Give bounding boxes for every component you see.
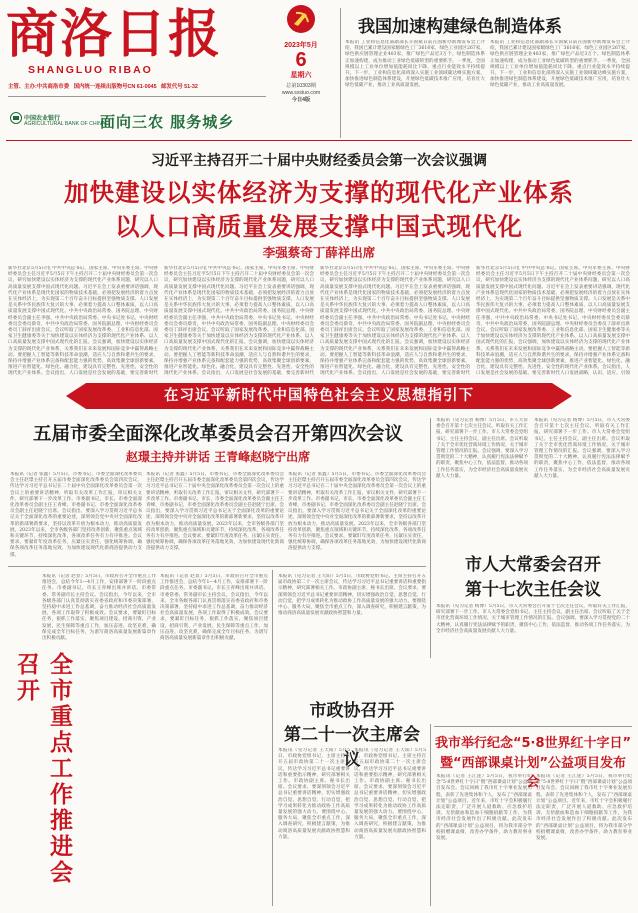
- divider: [340, 8, 341, 138]
- reform-body-col2: 本报讯（记者 张鑫）5月5日，市委书记、市委全面深化改革委员会主任赵璟主持召开五届市委全面深化改革委员会第四次会议，传达学习习近平总书记在二十届中央全面深化改革委员会第一次会议上的重要讲话精神，听取有关改革工作汇报，审议相关文件，研究部署下一步改革工作。市委副书记、市长、市委全面深化改革委员会副主任王青峰，市委副书记、市委全面深化改革委员会副主任赵晓宁出席。会议指出，要深入学习贯彻习近平总书记关于全面深化改革的重要论述，深刻领会党中央对全面深化改革的新部署新要求，坚持以改革开放为根本动力，推动高质量发展。2023年以来，全市各级各部门坚持改革创新，聚焦重点领域和关键环节，持续深化改革，各项改革任务有力有序推进。会议要求，要紧盯年度改革任务，压紧压实责任，强化统筹协调，确保各项改革任务落地见效，为加快建设现代化新商洛提供动力支撑。: [146, 472, 284, 552]
- top-right-body-col1: 本报讯 工业和信息化部副部长辛国斌日前在国新办新闻发布会上介绍，我国已累计建设国家级绿色工厂3616家，绿色工业园区267家，绿色供应链管理企业403家，推广绿色产品近3万个。绿色制造体系正加速构建，成为推动工业绿色低碳转型的重要抓手。一季度，全国规模以上工业单位增加值能耗同比下降，重点行业能效水平持续提升。下一步，工业和信息化部将深入实施工业领域碳达峰实施方案，加快推进绿色制造体系建设，开展绿色低碳技术推广应用，培育壮大绿色低碳产业，推动工业高质量发展。: [345, 40, 485, 89]
- date-year-month: 2023年5月: [284, 42, 318, 49]
- bank-ad: [10, 108, 266, 136]
- post-code-text: 邮发代号 51-32: [161, 84, 198, 90]
- sponsor-text: 主管、主办:中共商洛市委: [8, 84, 70, 90]
- page-count: 今日4版: [291, 97, 311, 103]
- website-text: www.sxsluo.com: [281, 90, 321, 96]
- reform-byline: 赵璟主持并讲话 王青峰赵晓宁出席: [125, 450, 311, 464]
- cppcc-body-col1: 本报讯（见习记者 王天阳）5月5日，市政协党组书记、主席主持召开五届市政协第二十一次主席会议，传达学习习近平总书记重要讲话和重要指示精神，研究部署相关工作。市政协副主席、秘书长出席。会议要求，要深刻领会习近平总书记重要讲话精神，切实增强政治自觉、思想自觉、行动自觉，把学习成果转化为推动政协工作高质量发展的强大动力。要围绕中心、服务大局，聚焦全市重点工作，深入调查研究，积极建言献策，为推动商洛高质量发展贡献政协智慧和力量。: [278, 748, 350, 840]
- issue-number: 总第10303期: [286, 83, 316, 89]
- meeting-body-col2: 本报讯（记者 赵显）5月5日，市政府召开全市重点工作推进会，总结今年1—4月工作，安排部署下一阶段重点任务。市委副书记、市长王青峰出席并讲话。市委常委、常务副市长主持会议。会议指出，今年以来，全市各级各部门认真贯彻落实省委省政府和市委决策部署，坚持稳中求进工作总基调，奋力推动经济社会高质量发展，各项工作取得了积极成效。会议要求，要紧盯目标任务，狠抓工作落实，聚焦项目建设、招商引资、产业发展、民生保障等重点工作，加压奋进、攻坚克难，确保完成全年目标任务，为谱写商洛高质量发展新篇章作出积极贡献。: [160, 574, 268, 642]
- divider: [434, 726, 632, 727]
- lead-body-col4: 新华社北京5月5日电 中共中央总书记、国家主席、中央军委主席、中央财经委员会主任习近平5月5日下午主持召开二十届中央财经委员会第一次会议，研究加快建设以实体经济为支撑的现代化产业体系问题，研究以人口高质量发展支撑中国式现代化问题。习近平在会上发表重要讲话强调，现代化产业体系是现代化国家的物质技术基础，必须把发展经济的着力点放在实体经济上，为实现第二个百年奋斗目标提供坚强物质支撑。人口发展是关系中华民族伟大复兴的大事，必须着力提高人口整体素质，以人口高质量发展支撑中国式现代化。中共中央政治局常委、国务院总理、中央财经委员会副主任李强，中共中央政治局常委、中央书记处书记、中央财经委员会委员蔡奇，中共中央政治局常委、国务院副总理、中央财经委员会委员丁薛祥出席会议。会议听取了国家发展改革委、工业和信息化部、国家卫生健康委等关于加快建设以实体经济为支撑的现代化产业体系、以人口高质量发展支撑中国式现代化的汇报。会议强调，加快建设以实体经济为支撑的现代化产业体系，关系我们在未来发展和国际竞争中赢得战略主动。要把握人工智能等新科技革命浪潮，适应人与自然和谐共生的要求，保持并增强产业体系完备和配套能力强的优势，高效集聚全球创新要素，推进产业智能化、绿色化、融合化，建设具有完整性、先进性、安全性的现代化产业体系。会议指出，人口发展是社会发展的基础，要完善新时代人口发展战略，认识、适应、引领: [476, 266, 630, 376]
- reform-headline: 五届市委全面深化改革委员会召开第四次会议: [32, 424, 403, 445]
- lead-body-col1: 新华社北京5月5日电 中共中央总书记、国家主席、中央军委主席、中央财经委员会主任习近平5月5日下午主持召开二十届中央财经委员会第一次会议，研究加快建设以实体经济为支撑的现代化产业体系问题，研究以人口高质量发展支撑中国式现代化问题。习近平在会上发表重要讲话强调，现代化产业体系是现代化国家的物质技术基础，必须把发展经济的着力点放在实体经济上，为实现第二个百年奋斗目标提供坚强物质支撑。人口发展是关系中华民族伟大复兴的大事，必须着力提高人口整体素质，以人口高质量发展支撑中国式现代化。中共中央政治局常委、国务院总理、中央财经委员会副主任李强，中共中央政治局常委、中央书记处书记、中央财经委员会委员蔡奇，中共中央政治局常委、国务院副总理、中央财经委员会委员丁薛祥出席会议。会议听取了国家发展改革委、工业和信息化部、国家卫生健康委等关于加快建设以实体经济为支撑的现代化产业体系、以人口高质量发展支撑中国式现代化的汇报。会议强调，加快建设以实体经济为支撑的现代化产业体系，关系我们在未来发展和国际竞争中赢得战略主动。要把握人工智能等新科技革命浪潮，适应人与自然和谐共生的要求，保持并增强产业体系完备和配套能力强的优势，高效集聚全球创新要素，推进产业智能化、绿色化、融合化，建设具有完整性、先进性、安全性的现代化产业体系。会议指出，人口发展是社会发展的基础，要完善新时代: [8, 266, 158, 376]
- congress-headline-2: 第十七次主任会议: [465, 580, 601, 600]
- newspaper-logo: 商洛日报: [6, 4, 223, 65]
- lead-body-col3: 新华社北京5月5日电 中共中央总书记、国家主席、中央军委主席、中央财经委员会主任习近平5月5日下午主持召开二十届中央财经委员会第一次会议，研究加快建设以实体经济为支撑的现代化产业体系问题，研究以人口高质量发展支撑中国式现代化问题。习近平在会上发表重要讲话强调，现代化产业体系是现代化国家的物质技术基础，必须把发展经济的着力点放在实体经济上，为实现第二个百年奋斗目标提供坚强物质支撑。人口发展是关系中华民族伟大复兴的大事，必须着力提高人口整体素质，以人口高质量发展支撑中国式现代化。中共中央政治局常委、国务院总理、中央财经委员会副主任李强，中共中央政治局常委、中央书记处书记、中央财经委员会委员蔡奇，中共中央政治局常委、国务院副总理、中央财经委员会委员丁薛祥出席会议。会议听取了国家发展改革委、工业和信息化部、国家卫生健康委等关于加快建设以实体经济为支撑的现代化产业体系、以人口高质量发展支撑中国式现代化的汇报。会议强调，加快建设以实体经济为支撑的现代化产业体系，关系我们在未来发展和国际竞争中赢得战略主动。要把握人工智能等新科技革命浪潮，适应人与自然和谐共生的要求，保持并增强产业体系完备和配套能力强的优势，高效集聚全球创新要素，推进产业智能化、绿色化、融合化，建设具有完整性、先进性、安全性的现代化产业体系。会议指出，人口发展是社会发展的基础，要完善新时代: [320, 266, 470, 376]
- date-day: 6: [295, 49, 307, 71]
- reform-body-col3: 本报讯（记者 张鑫）5月5日，市委书记、市委全面深化改革委员会主任赵璟主持召开五届市委全面深化改革委员会第四次会议，传达学习习近平总书记在二十届中央全面深化改革委员会第一次会议上的重要讲话精神，听取有关改革工作汇报，审议相关文件，研究部署下一步改革工作。市委副书记、市长、市委全面深化改革委员会副主任王青峰，市委副书记、市委全面深化改革委员会副主任赵晓宁出席。会议指出，要深入学习贯彻习近平总书记关于全面深化改革的重要论述，深刻领会党中央对全面深化改革的新部署新要求，坚持以改革开放为根本动力，推动高质量发展。2023年以来，全市各级各部门坚持改革创新，聚焦重点领域和关键环节，持续深化改革，各项改革任务有力有序推进。会议要求，要紧盯年度改革任务，压紧压实责任，强化统筹协调，确保各项改革任务落地见效，为加快建设现代化新商洛提供动力支撑。: [288, 472, 426, 552]
- redcross-body-col1: 本报讯（记者 王江莲）5月5日，我市举行纪念“5·8世界红十字日”暨“西部课桌计划”公益项目发布会。会议回顾了我市红十字事业发展历程，表彰了先进集体和个人，发布了“西部课桌计划”公益项目。近年来，市红十字会积极履行法定职责，广泛开展人道救助、应急救护培训、无偿献血和造血干细胞捐献等工作，为我市经济社会发展作出了积极贡献。此次发布的“西部课桌计划”公益项目，将为我市部分学校捐赠课桌椅，改善办学条件，助力教育事业发展。: [436, 774, 532, 842]
- bank-subtitle: AGRICULTURAL BANK OF CHINA: [24, 121, 106, 127]
- top-right-body-col2: 本报讯 工业和信息化部副部长辛国斌日前在国新办新闻发布会上介绍，我国已累计建设国家级绿色工厂3616家，绿色工业园区267家，绿色供应链管理企业403家，推广绿色产品近3万个。绿色制造体系正加速构建，成为推动工业绿色低碳转型的重要抓手。一季度，全国规模以上工业单位增加值能耗同比下降，重点行业能效水平持续提升。下一步，工业和信息化部将深入实施工业领域碳达峰实施方案，加快推进绿色制造体系建设，开展绿色低碳技术推广应用，培育壮大绿色低碳产业，推动工业高质量发展。: [490, 40, 630, 89]
- bank-name: 中国农业银行: [24, 116, 61, 122]
- divider: [430, 724, 431, 906]
- lead-headline-1: 加快建设以实体经济为支撑的现代化产业体系: [64, 178, 574, 207]
- cppcc-headline-2: 第二十一次主席会议: [284, 725, 420, 770]
- masthead-info: [8, 84, 266, 91]
- divider: [8, 566, 426, 567]
- cppcc-body-col2: 本报讯（见习记者 王天阳）5月5日，市政协党组书记、主席主持召开五届市政协第二十一次主席会议，传达学习习近平总书记重要讲话和重要指示精神，研究部署相关工作。市政协副主席、秘书长出席。会议要求，要深刻领会习近平总书记重要讲话精神，切实增强政治自觉、思想自觉、行动自觉，把学习成果转化为推动政协工作高质量发展的强大动力。要围绕中心、服务大局，聚焦全市重点工作，深入调查研究，积极建言献策，为推动商洛高质量发展贡献政协智慧和力量。: [354, 748, 426, 840]
- meeting-body-col1: 本报讯（记者 赵显）5月5日，市政府召开全市重点工作推进会，总结今年1—4月工作，安排部署下一阶段重点任务。市委副书记、市长王青峰出席并讲话。市委常委、常务副市长主持会议。会议指出，今年以来，全市各级各部门认真贯彻落实省委省政府和市委决策部署，坚持稳中求进工作总基调，奋力推动经济社会高质量发展，各项工作取得了积极成效。会议要求，要紧盯目标任务，狠抓工作落实，聚焦项目建设、招商引资、产业发展、民生保障等重点工作，加压奋进、攻坚克难，确保完成全年目标任务，为谱写商洛高质量发展新篇章作出积极贡献。: [42, 574, 156, 642]
- lead-byline: 李强蔡奇丁薛祥出席: [262, 245, 376, 260]
- bank-slogan: 面向三农 服务城乡: [100, 113, 235, 131]
- theme-banner: 在习近平新时代中国特色社会主义思想指引下: [86, 383, 552, 409]
- congress-headline-1: 市人大常委会召开: [465, 555, 601, 575]
- redcross-headline-1: 我市举行纪念“5·8世界红十字日”: [434, 736, 632, 751]
- divider: [6, 140, 632, 141]
- divider: [430, 418, 431, 658]
- cppcc-headline-1: 市政协召开: [309, 701, 395, 721]
- banner-left-arrow: [66, 383, 86, 409]
- top-right-headline: 我国加速构建绿色制造体系: [358, 17, 562, 37]
- divider: [8, 96, 266, 97]
- meeting-vertical-headline: 全市重点工作推进会召开: [13, 652, 72, 886]
- date-weekday: 星期六: [290, 72, 312, 79]
- redcross-body-col2: 本报讯（记者 王江莲）5月5日，我市举行纪念“5·8世界红十字日”暨“西部课桌计划”公益项目发布会。会议回顾了我市红十字事业发展历程，表彰了先进集体和个人，发布了“西部课桌计划”公益项目。近年来，市红十字会积极履行法定职责，广泛开展人道救助、应急救护培训、无偿献血和造血干细胞捐献等工作，为我市经济社会发展作出了积极贡献。此次发布的“西部课桌计划”公益项目，将为我市部分学校捐赠课桌椅，改善办学条件，助力教育事业发展。: [536, 774, 632, 842]
- bank-logo-icon: [10, 112, 22, 124]
- date-box: [268, 2, 334, 132]
- party-emblem-icon: [286, 4, 316, 34]
- lead-body-col2: 新华社北京5月5日电 中共中央总书记、国家主席、中央军委主席、中央财经委员会主任习近平5月5日下午主持召开二十届中央财经委员会第一次会议，研究加快建设以实体经济为支撑的现代化产业体系问题，研究以人口高质量发展支撑中国式现代化问题。习近平在会上发表重要讲话强调，现代化产业体系是现代化国家的物质技术基础，必须把发展经济的着力点放在实体经济上，为实现第二个百年奋斗目标提供坚强物质支撑。人口发展是关系中华民族伟大复兴的大事，必须着力提高人口整体素质，以人口高质量发展支撑中国式现代化。中共中央政治局常委、国务院总理、中央财经委员会副主任李强，中共中央政治局常委、中央书记处书记、中央财经委员会委员蔡奇，中共中央政治局常委、国务院副总理、中央财经委员会委员丁薛祥出席会议。会议听取了国家发展改革委、工业和信息化部、国家卫生健康委等关于加快建设以实体经济为支撑的现代化产业体系、以人口高质量发展支撑中国式现代化的汇报。会议强调，加快建设以实体经济为支撑的现代化产业体系，关系我们在未来发展和国际竞争中赢得战略主动。要把握人工智能等新科技革命浪潮，适应人与自然和谐共生的要求，保持并增强产业体系完备和配套能力强的优势，高效集聚全球创新要素，推进产业智能化、绿色化、融合化，建设具有完整性、先进性、安全性的现代化产业体系。会议指出，人口发展是社会发展的基础，要完善新时代: [164, 266, 314, 376]
- redcross-headline-2: 暨“西部课桌计划”公益项目发布会: [439, 756, 627, 790]
- congress-body-top-col2: 本报讯（见习记者 杨博）5月5日，市人大常委会召开第十七次主任会议，听取有关工作汇报，研究部署下一步工作。市人大常委会党组书记、主任主持会议，副主任出席。会议听取了关于全市优化营商环境工作情况、关于城市管理工作情况的汇报。会议强调，要深入学习贯彻党的二十大精神，认真履行宪法法律赋予的职责，聚焦中心工作，依法监督，推动各项工作任务落实，为全市经济社会高质量发展贡献人大力量。: [534, 418, 630, 479]
- lead-headline-2: 以人口高质量发展支撑中国式现代化: [115, 212, 523, 241]
- reform-body-col1: 本报讯（记者 张鑫）5月5日，市委书记、市委全面深化改革委员会主任赵璟主持召开五届市委全面深化改革委员会第四次会议，传达学习习近平总书记在二十届中央全面深化改革委员会第一次会议上的重要讲话精神，听取有关改革工作汇报，审议相关文件，研究部署下一步改革工作。市委副书记、市长、市委全面深化改革委员会副主任王青峰，市委副书记、市委全面深化改革委员会副主任赵晓宁出席。会议指出，要深入学习贯彻习近平总书记关于全面深化改革的重要论述，深刻领会党中央对全面深化改革的新部署新要求，坚持以改革开放为根本动力，推动高质量发展。2023年以来，全市各级各部门坚持改革创新，聚焦重点领域和关键环节，持续深化改革，各项改革任务有力有序推进。会议要求，要紧盯年度改革任务，压紧压实责任，强化统筹协调，确保各项改革任务落地见效，为加快建设现代化新商洛提供动力支撑。: [10, 472, 142, 558]
- lead-kicker: 习近平主持召开二十届中央财经委员会第一次会议强调: [151, 153, 487, 169]
- cn-number-text: 国内统一连续出版物号CN 61-0045: [73, 84, 157, 90]
- newspaper-pinyin: SHANGLUO RIBAO: [28, 64, 153, 76]
- congress-body: 本报讯（见习记者 杨博）5月5日，市人大常委会召开第十七次主任会议，听取有关工作汇报，研究部署下一步工作。市人大常委会党组书记、主任主持会议，副主任出席。会议听取了关于全市优化营商环境工作情况、关于城市管理工作情况的汇报。会议强调，要深入学习贯彻党的二十大精神，认真履行宪法法律赋予的职责，聚焦中心工作，依法监督，推动各项工作任务落实，为全市经济社会高质量发展贡献人大力量。: [436, 604, 630, 634]
- divider: [272, 570, 273, 906]
- congress-body-top-col1: 本报讯（见习记者 杨博）5月5日，市人大常委会召开第十七次主任会议，听取有关工作汇报，研究部署下一步工作。市人大常委会党组书记、主任主持会议，副主任出席。会议听取了关于全市优化营商环境工作情况、关于城市管理工作情况的汇报。会议强调，要深入学习贯彻党的二十大精神，认真履行宪法法律赋予的职责，聚焦中心工作，依法监督，推动各项工作任务落实，为全市经济社会高质量发展贡献人大力量。: [436, 418, 528, 479]
- cppcc-body-top: 本报讯（见习记者 王天阳）5月5日，市政协党组书记、主席主持召开五届市政协第二十一次主席会议，传达学习习近平总书记重要讲话和重要指示精神，研究部署相关工作。市政协副主席、秘书长出席。会议要求，要深刻领会习近平总书记重要讲话精神，切实增强政治自觉、思想自觉、行动自觉，把学习成果转化为推动政协工作高质量发展的强大动力。要围绕中心、服务大局，聚焦全市重点工作，深入调查研究，积极建言献策，为推动商洛高质量发展贡献政协智慧和力量。: [278, 574, 426, 617]
- banner-right-arrow: [552, 383, 572, 409]
